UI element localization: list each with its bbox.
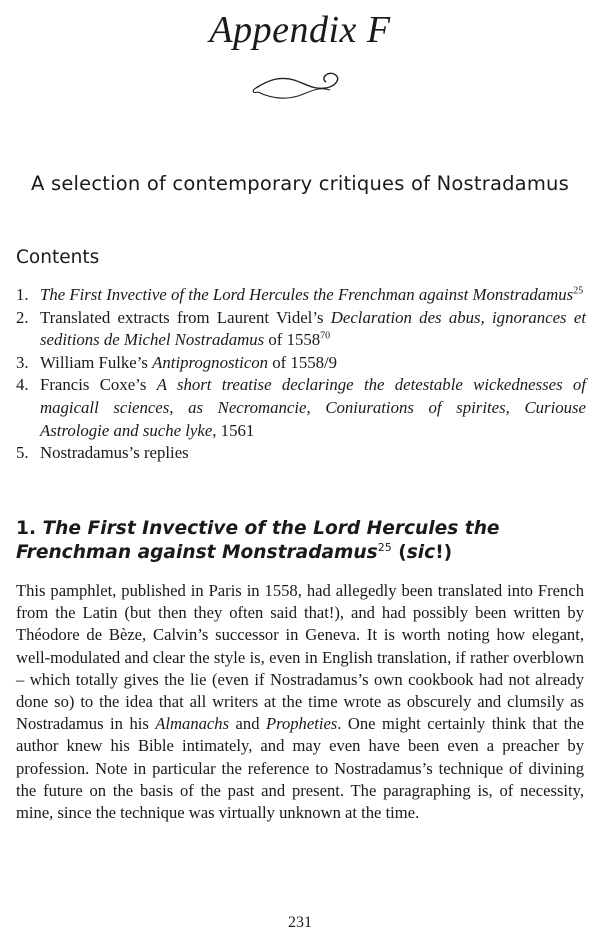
contents-item <box>16 352 586 375</box>
contents-item-number: 1. <box>16 285 29 304</box>
contents-item-number: 3. <box>16 352 29 372</box>
contents-item-text: The First Invective of the Lord Hercules the Frenchman against Monstradamus$^{25}$ <box>40 285 584 304</box>
contents-item-number: 4. <box>16 375 29 395</box>
chapter-title: Appendix F <box>209 9 391 51</box>
page-subtitle: A selection of contemporary critiques of Nostradamus <box>31 172 569 195</box>
contents-item <box>16 374 586 442</box>
contents-heading: Contents <box>16 247 100 268</box>
contents-item-text: Translated extracts from Laurent Videl’s Declaration des abus, ignorances et seditions de Michel Nostradamus of 1558$^{70}$ <box>40 307 586 350</box>
contents-item <box>16 442 586 465</box>
contents-item <box>16 307 586 352</box>
contents-item-text: Nostradamus’s replies <box>40 443 189 463</box>
page-number: 231 <box>288 914 312 931</box>
contents-item-number: 2. <box>16 307 29 327</box>
contents-item-text: William Fulke’s Antiprognosticon of 1558/9 <box>40 352 338 372</box>
contents-item-number: 5. <box>16 443 29 463</box>
section-heading: 1. The First Invective of the Lord Hercules the Frenchman against Monstradamus$^{25}$ (sic!) <box>16 518 500 563</box>
contents-item <box>16 284 586 307</box>
contents-item-text: Francis Coxe’s A short treatise declaringe the detestable wickednesses of magicall sciences, as Necromancie, Coniurations of spirites, Curiouse Astrologie and suche lyke, 1561 <box>40 375 586 440</box>
body-paragraph: This pamphlet, published in Paris in 1558, had allegedly been translated into French from the Latin (but then they often said that!), and had possibly been written by Théodore de Bèze, Calvin’s successor in Geneva. It is worth noting how elegant, well-modulated and clear the style is, even in English translation, if rather overblown – which totally gives the lie (even if Nostradamus’s own cookbook had not already done so) to the idea that all writers at the time wrote as obscurely and clumsily as Nostradamus in his Almanachs and Propheties. One might certainly think that the author knew his Bible intimately, and may even have been even a preacher by profession. Note in particular the reference to Nostradamus’s technique of divining the future on the basis of the past and present. The paragraphing is, of necessity, mine, since the technique was virtually unknown at the time. <box>16 581 585 823</box>
flourish-icon <box>248 66 348 106</box>
contents-list <box>16 284 586 465</box>
